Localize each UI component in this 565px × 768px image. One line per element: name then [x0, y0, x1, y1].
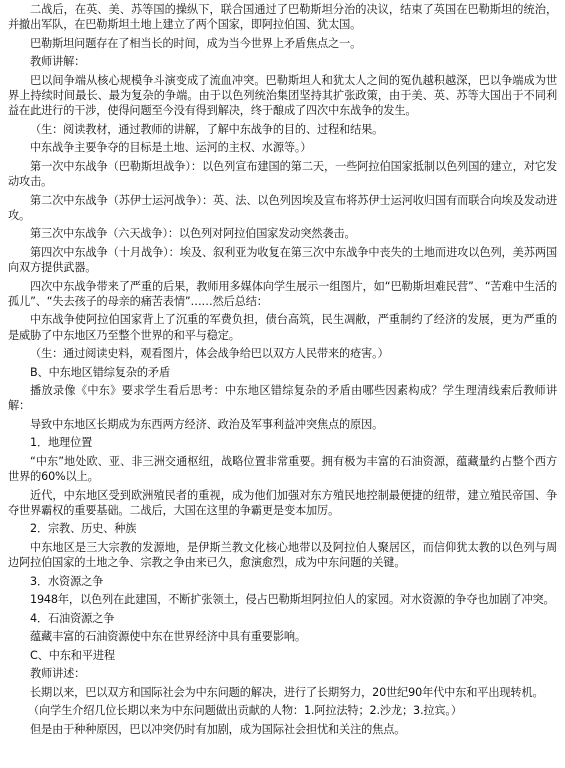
- paragraph-16: 导致中东地区长期成为东西两方经济、政治及军事利益冲突焦点的原因。: [30, 417, 384, 431]
- paragraph-1: 二战后，在英、美、苏等国的操纵下，联合国通过了巴勒斯坦分治的决议，结束了英国在巴勒斯坦的统治，并撤出军队，在巴勒斯坦土地上建立了两个国家，即阿拉伯国、犹太国。: [8, 3, 557, 32]
- paragraph-5: （生：阅读教材，通过教师的讲解，了解中东战争的目的、过程和结果。: [30, 122, 384, 136]
- paragraph-6: 中东战争主要争夺的目标是土地、运河的主权、水源等。）: [30, 141, 312, 155]
- paragraph-8: 第二次中东战争（苏伊士运河战争）：英、法、以色列因埃及宣布将苏伊士运河收归国有而联合向埃及发动进攻。: [8, 193, 557, 222]
- paragraph-10: 第四次中东战争（十月战争）：埃及、叙利亚为收复在第三次中东战争中丧失的土地而进攻以色列，美苏两国向双方提供武器。: [8, 245, 557, 275]
- paragraph-19: 近代，中东地区受到欧洲殖民者的重视，成为他们加强对东方殖民地控制最便捷的纽带，建立殖民帝国、争夺世界霸权的重要基础。二战后，大国在这里的争霸更是变本加厉。: [8, 488, 557, 517]
- paragraph-27: 教师讲述：: [30, 667, 86, 681]
- paragraph-2: 巴勒斯坦问题存在了相当长的时间，成为当今世界上矛盾焦点之一。: [30, 36, 362, 50]
- paragraph-25: 蕴藏丰富的石油资源使中东在世界经济中具有重要影响。: [30, 630, 306, 644]
- paragraph-20: 2．宗教、历史、种族: [30, 522, 137, 536]
- paragraph-11: 四次中东战争带来了严重的后果，教师用多媒体向学生展示一组图片，如“巴勒斯坦难民营”、“苦难中生活的孤儿”、“失去孩子的母亲的痛苦表情”……然后总结：: [8, 279, 557, 308]
- paragraph-23: 1948年，以色列在此建国，不断扩张领土，侵占巴勒斯坦阿拉伯人的家园。对水资源的争夺也加剧了冲突。: [30, 593, 555, 607]
- paragraph-22: 3．水资源之争: [30, 574, 104, 588]
- paragraph-29: （向学生介绍几位长期以来为中东问题做出贡献的人物：1.阿拉法特；2.沙龙；3.拉宾。）: [28, 704, 462, 718]
- paragraph-28: 长期以来，巴以双方和国际社会为中东问题的解决，进行了长期努力，20世纪90年代中东和平出现转机。: [30, 685, 544, 699]
- paragraph-26: C、中东和平进程: [30, 648, 115, 662]
- paragraph-15: 播放录像《中东》要求学生看后思考：中东地区错综复杂的矛盾由哪些因素构成？学生理清线索后教师讲解：: [8, 384, 557, 413]
- paragraph-9: 第三次中东战争（六天战争）：以色列对阿拉伯国家发动突然袭击。: [30, 227, 356, 241]
- paragraph-13: （生：通过阅读史料，观看图片，体会战争给巴以双方人民带来的疮害。）: [30, 347, 389, 361]
- paragraph-14: B、中东地区错综复杂的矛盾: [30, 365, 170, 379]
- paragraph-24: 4．石油资源之争: [30, 611, 115, 625]
- paragraph-18: “中东”地处欧、亚、非三洲交通枢纽，战略位置非常重要。拥有极为丰富的石油资源，蕴藏量约占整个西方世界的60%以上。: [8, 454, 557, 484]
- paragraph-17: 1．地理位置: [30, 436, 93, 450]
- paragraph-7: 第一次中东战争（巴勒斯坦战争）：以色列宣布建国的第二天，一些阿拉伯国家抵制以色列国的建立，对它发动攻击。: [8, 159, 557, 189]
- paragraph-12: 中东战争使阿拉伯国家背上了沉重的军费负担，债台高筑，民生凋敝，严重制约了经济的发展，更为严重的是威胁了中东地区乃至整个世界的和平与稳定。: [8, 313, 557, 342]
- paragraph-3: 教师讲解：: [30, 55, 86, 69]
- paragraph-4: 巴以间争端从核心规模争斗演变成了流血冲突。巴勒斯坦人和犹太人之间的冤仇越积越深，巴以争端成为世界上持续时间最长、最为复杂的争端。由于以色列统治集团坚持其扩张政策，由于美、英、苏等大国出于不同利益在此进行的干涉，使得问题至今没有得到解决，终于酿成了四次中东战争的发生。: [8, 73, 557, 118]
- paragraph-21: 中东地区是三大宗教的发源地，是伊斯兰教文化核心地带以及阿拉伯人聚居区，而信仰犹太教的以色列与周边阿拉伯国家的土地之争、宗教之争由来已久，愈演愈烈，成为中东问题的关键。: [8, 540, 557, 570]
- paragraph-30: 但是由于种种原因，巴以冲突仍时有加剧，成为国际社会担忧和关注的焦点。: [30, 722, 406, 736]
